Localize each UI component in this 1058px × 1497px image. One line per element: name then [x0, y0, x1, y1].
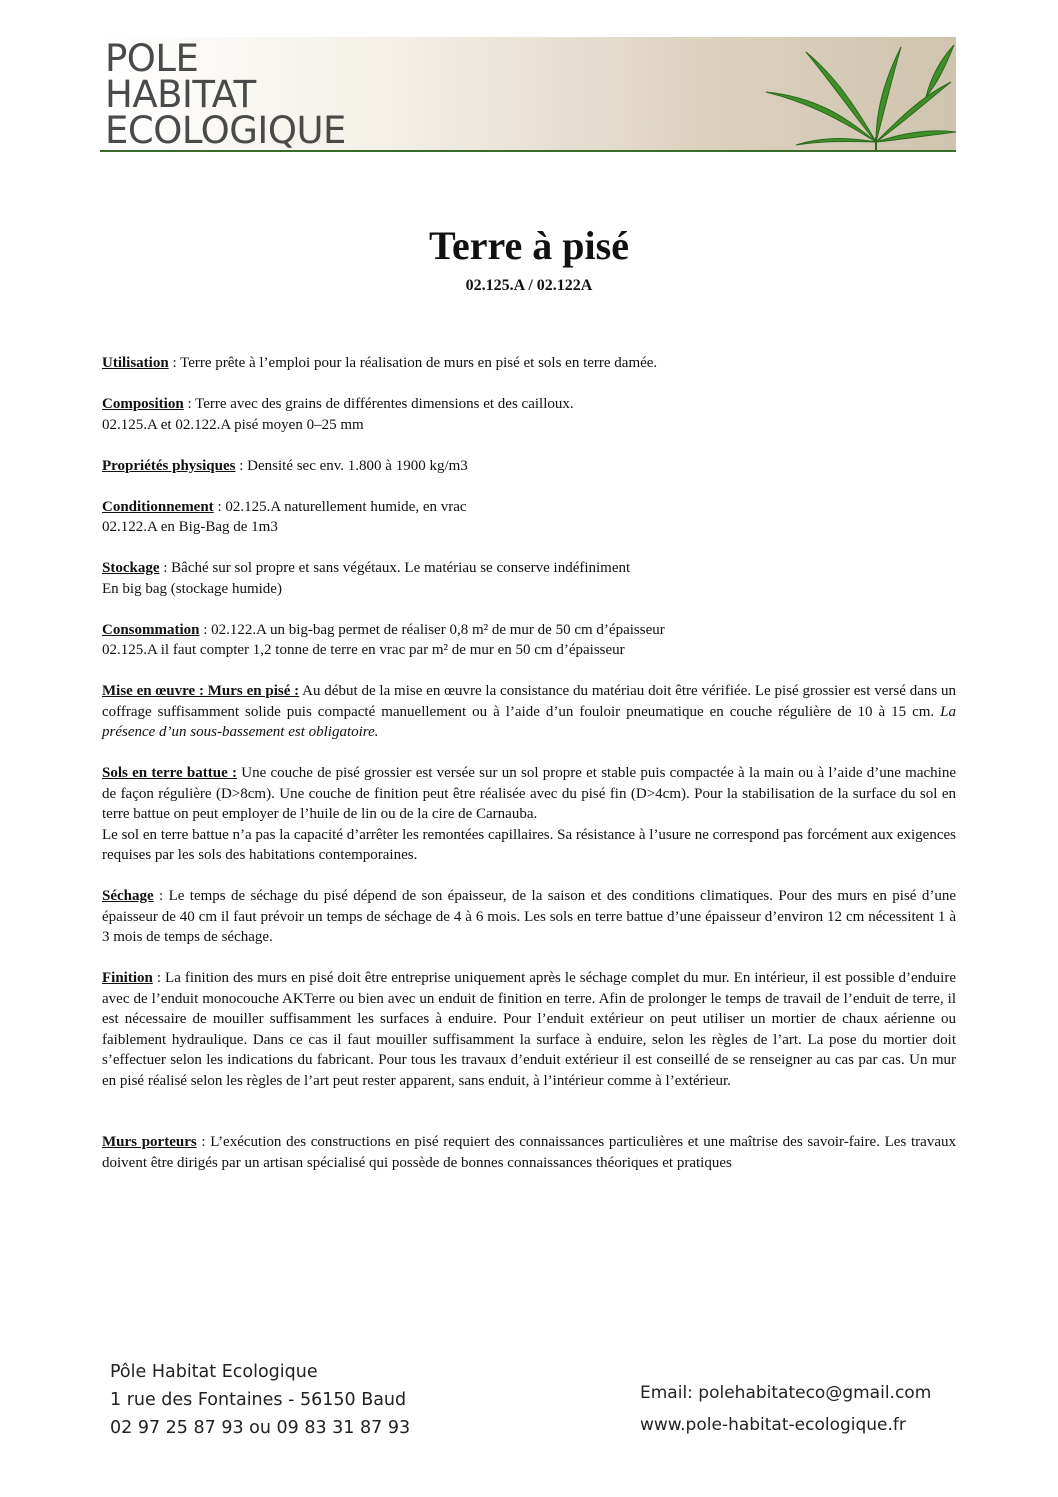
section-text: : 02.122.A un big-bag permet de réaliser 0,8 m² de mur de 50 cm d’épaisseur — [199, 621, 665, 638]
section-consommation — [102, 620, 956, 661]
footer-contact — [110, 1358, 410, 1442]
footer-company: Pôle Habitat Ecologique — [110, 1362, 318, 1382]
header-divider — [100, 150, 956, 152]
section-label: Sols en terre battue : — [102, 765, 237, 781]
section-conditionnement — [102, 497, 956, 538]
section-text: : Densité sec env. 1.800 à 1900 kg/m3 — [235, 457, 468, 474]
footer-website: www.pole-habitat-ecologique.fr — [640, 1415, 906, 1435]
section-utilisation — [102, 353, 956, 374]
section-note: La présence d’un sous-bassement est obligatoire. — [102, 703, 956, 740]
section-label: Consommation — [102, 621, 200, 638]
section-text: : Terre prête à l’emploi pour la réalisation de murs en pisé et sols en terre damée. — [168, 355, 658, 371]
section-sols — [102, 763, 956, 866]
logo-line-2: HABITAT — [105, 73, 256, 116]
section-text-line2: En big bag (stockage humide) — [102, 580, 282, 597]
section-sechage — [102, 886, 956, 948]
section-text-line2: 02.122.A en Big-Bag de 1m3 — [102, 519, 278, 535]
section-label: Propriétés physiques — [102, 457, 236, 474]
section-label: Murs porteurs — [102, 1134, 197, 1150]
section-text-line2: 02.125.A il faut compter 1,2 tonne de terre en vrac par m² de mur en 50 cm d’épaisseur — [102, 642, 625, 658]
footer-email: Email: polehabitateco@gmail.com — [640, 1383, 932, 1403]
footer-phones: 02 97 25 87 93 ou 09 83 31 87 93 — [110, 1418, 411, 1438]
logo — [105, 37, 346, 150]
logo-line-1: POLE — [105, 37, 199, 80]
section-mise-en-oeuvre — [102, 681, 956, 743]
section-text-line2: Le sol en terre battue n’a pas la capacité d’arrêter les remontées capillaires. Sa résistance à l’usure ne correspond pas forcément aux exigences requises par les sols des habitations contemporaines. — [102, 826, 956, 863]
hemp-leaf-icon — [726, 37, 956, 150]
section-text: : Terre avec des grains de différentes dimensions et des cailloux. — [183, 396, 574, 412]
footer-address: 1 rue des Fontaines - 56150 Baud — [110, 1390, 407, 1410]
section-text: : Le temps de séchage du pisé dépend de son épaisseur, de la saison et des conditions climatiques. Pour des murs en pisé d’une épaisseur de 40 cm il faut prévoir un temps de séchage de 4 à 6 mois. Les sols en terre battue d’une épaisseur d’environ 12 cm nécessitent 1 à 3 mois de temps de séchage. — [102, 888, 956, 945]
logo-line-3: ECOLOGIQUE — [105, 109, 346, 150]
document-body — [102, 353, 956, 1194]
section-label: Stockage — [102, 560, 160, 576]
product-reference: 02.125.A / 02.122A — [465, 277, 593, 294]
section-text: : 02.125.A naturellement humide, en vrac — [213, 498, 467, 515]
section-label: Composition — [102, 396, 184, 412]
section-text: Au début de la mise en œuvre la consistance du matériau doit être vérifiée. Le pisé grossier est versé dans un coffrage suffisamment solide puis compacté manuellement ou à l’aide d’un fouloir pneumatique en couche régulière de 10 à 15 cm. — [102, 683, 956, 720]
section-label: Finition — [102, 970, 153, 986]
section-label: Mise en œuvre : Murs en pisé : — [102, 683, 300, 699]
page-title: Terre à pisé — [429, 223, 629, 268]
section-murs-porteurs — [102, 1132, 956, 1173]
section-proprietes — [102, 456, 956, 477]
section-label: Séchage — [102, 888, 154, 904]
section-label: Conditionnement — [102, 498, 214, 515]
section-text-line2: 02.125.A et 02.122.A pisé moyen 0–25 mm — [102, 416, 364, 433]
section-text: : Bâché sur sol propre et sans végétaux. Le matériau se conserve indéfiniment — [159, 560, 631, 576]
section-label: Utilisation — [102, 355, 169, 371]
section-text: : L’exécution des constructions en pisé requiert des connaissances particulières et une maîtrise des savoir-faire. Les travaux doivent être dirigés par un artisan spécialisé qui possède de bonnes connaissances théoriques et pratiques — [102, 1134, 956, 1171]
section-stockage — [102, 558, 956, 599]
section-finition — [102, 968, 956, 1091]
footer-online — [640, 1377, 931, 1441]
section-text: : La finition des murs en pisé doit être entreprise uniquement après le séchage complet du mur. En intérieur, il est possible d’enduire avec de l’enduit monocouche AKTerre ou bien avec un enduit de finition en terre. Afin de prolonger le temps de travail de l’enduit de terre, il est nécessaire de mouiller suffisamment les surfaces à enduire. Pour l’enduit extérieur on peut utiliser un mortier de chaux aérienne ou faiblement hydraulique. Dans ce cas il faut mouiller suffisamment la surface à enduire, selon les règles de l’art. La pose du mortier doit s’effectuer selon les indications du fabricant. Pour tous les travaux d’enduit extérieur il est conseillé de se renseigner au cas par cas. Un mur en pisé réalisé selon les règles de l’art peut rester apparent, sans enduit, à l’intérieur comme à l’extérieur. — [102, 970, 956, 1089]
header-banner — [100, 37, 956, 150]
section-composition — [102, 394, 956, 435]
section-text: Une couche de pisé grossier est versée sur un sol propre et stable puis compactée à la main ou à l’aide d’une machine de façon régulière (D>8cm). Une couche de finition peut être réalisée avec du pisé fin (D>4cm). Pour la stabilisation de la surface du sol en terre battue on peut employer de l’huile de lin ou de la cire de Carnauba. — [102, 765, 956, 822]
